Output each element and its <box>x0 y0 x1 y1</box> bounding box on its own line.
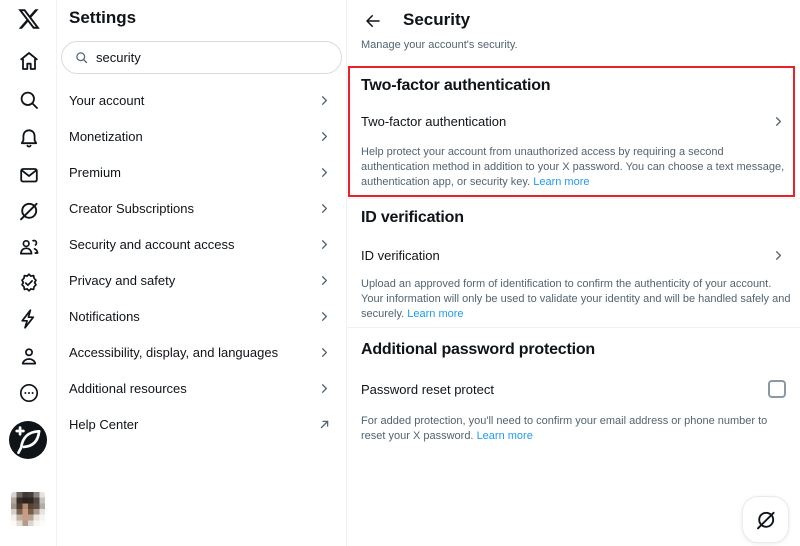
avatar-pixelated-image <box>11 492 45 526</box>
row-label: Password reset protect <box>361 381 494 397</box>
sidebar-item-notifications[interactable] <box>57 298 346 334</box>
grok-icon <box>754 508 778 532</box>
chevron-right-icon <box>317 345 332 360</box>
sidebar-item-premium[interactable] <box>57 154 346 190</box>
learn-more-link[interactable]: Learn more <box>533 175 590 188</box>
chevron-right-icon <box>317 201 332 216</box>
search-settings-input[interactable] <box>96 50 329 65</box>
description-two-factor <box>361 145 793 190</box>
row-label: ID verification <box>361 247 440 263</box>
x-logo-icon[interactable] <box>16 6 42 32</box>
search-icon <box>74 50 89 65</box>
sidebar-item-monetization[interactable] <box>57 118 346 154</box>
sidebar-item-creator-subscriptions[interactable] <box>57 190 346 226</box>
avatar[interactable] <box>11 492 45 526</box>
sidebar-item-label: Privacy and safety <box>69 272 176 288</box>
panel-header <box>347 6 800 34</box>
sidebar-item-label: Notifications <box>69 308 140 324</box>
back-arrow-icon <box>364 12 382 30</box>
learn-more-link[interactable]: Learn more <box>476 429 533 442</box>
chevron-right-icon <box>317 93 332 108</box>
sidebar-item-label: Premium <box>69 164 122 180</box>
sidebar-item-label: Help Center <box>69 416 139 432</box>
description-id-verification <box>361 277 793 322</box>
grok-floating-button[interactable] <box>742 496 789 543</box>
chevron-right-icon <box>317 381 332 396</box>
row-password-reset-protect <box>347 374 800 404</box>
sidebar-item-additional-resources[interactable] <box>57 370 346 406</box>
sidebar-item-label: Monetization <box>69 128 143 144</box>
description-password-reset-protect <box>361 414 793 444</box>
settings-sidebar <box>57 0 347 546</box>
section-divider <box>347 198 800 199</box>
more-icon[interactable] <box>16 380 42 406</box>
feather-plus-icon <box>9 421 47 459</box>
notifications-bell-icon[interactable] <box>16 125 42 151</box>
sidebar-item-label: Creator Subscriptions <box>69 200 194 216</box>
chevron-right-icon <box>317 129 332 144</box>
page-title: Security <box>403 10 471 29</box>
row-id-verification[interactable] <box>347 240 800 270</box>
messages-icon[interactable] <box>16 162 42 188</box>
communities-icon[interactable] <box>16 234 42 260</box>
nav-rail <box>0 0 57 546</box>
password-reset-protect-checkbox[interactable] <box>768 380 786 398</box>
sidebar-item-security-and-account-access[interactable] <box>57 226 346 262</box>
row-label: Two-factor authentication <box>361 113 507 129</box>
chevron-right-icon <box>317 273 332 288</box>
sidebar-item-privacy-and-safety[interactable] <box>57 262 346 298</box>
compose-post-button[interactable] <box>9 421 47 459</box>
chevron-right-icon <box>317 237 332 252</box>
learn-more-link[interactable]: Learn more <box>407 307 464 320</box>
page-subtitle: Manage your account's security. <box>361 39 518 51</box>
description-text: For added protection, you'll need to confirm your email address or phone number to reset your X password. <box>361 415 768 442</box>
row-two-factor-authentication[interactable] <box>347 106 800 136</box>
verified-badge-icon[interactable] <box>16 270 42 296</box>
sidebar-item-label: Additional resources <box>69 380 187 396</box>
search-icon[interactable] <box>16 87 42 113</box>
grok-icon[interactable] <box>16 198 42 224</box>
lightning-icon[interactable] <box>16 306 42 332</box>
chevron-right-icon <box>317 309 332 324</box>
back-button[interactable] <box>359 7 387 35</box>
section-heading-id-verification: ID verification <box>361 209 464 226</box>
description-text: Upload an approved form of identification to confirm the authenticity of your account. Your information will only be used to validate your identity and will be handled safely and securely. <box>361 278 791 320</box>
sidebar-item-label: Security and account access <box>69 236 235 252</box>
chevron-right-icon <box>317 165 332 180</box>
chevron-right-icon <box>771 114 786 129</box>
sidebar-item-label: Accessibility, display, and languages <box>69 344 279 360</box>
search-settings-box <box>61 41 342 74</box>
settings-menu <box>57 82 346 442</box>
profile-icon[interactable] <box>16 343 42 369</box>
section-divider <box>347 327 800 328</box>
external-link-icon <box>317 417 332 432</box>
chevron-right-icon <box>771 248 786 263</box>
section-heading-two-factor: Two-factor authentication <box>361 77 551 94</box>
home-icon[interactable] <box>16 48 42 74</box>
sidebar-item-accessibility-display-languages[interactable] <box>57 334 346 370</box>
security-panel <box>347 0 800 546</box>
sidebar-item-label: Your account <box>69 92 145 108</box>
settings-title: Settings <box>69 8 137 27</box>
section-heading-additional-password-protection: Additional password protection <box>361 341 596 358</box>
description-text: Help protect your account from unauthorized access by requiring a second authentication method in addition to your X password. You can choose a text message, authentication app, or security key. <box>361 146 785 188</box>
sidebar-item-help-center[interactable] <box>57 406 346 442</box>
sidebar-item-your-account[interactable] <box>57 82 346 118</box>
